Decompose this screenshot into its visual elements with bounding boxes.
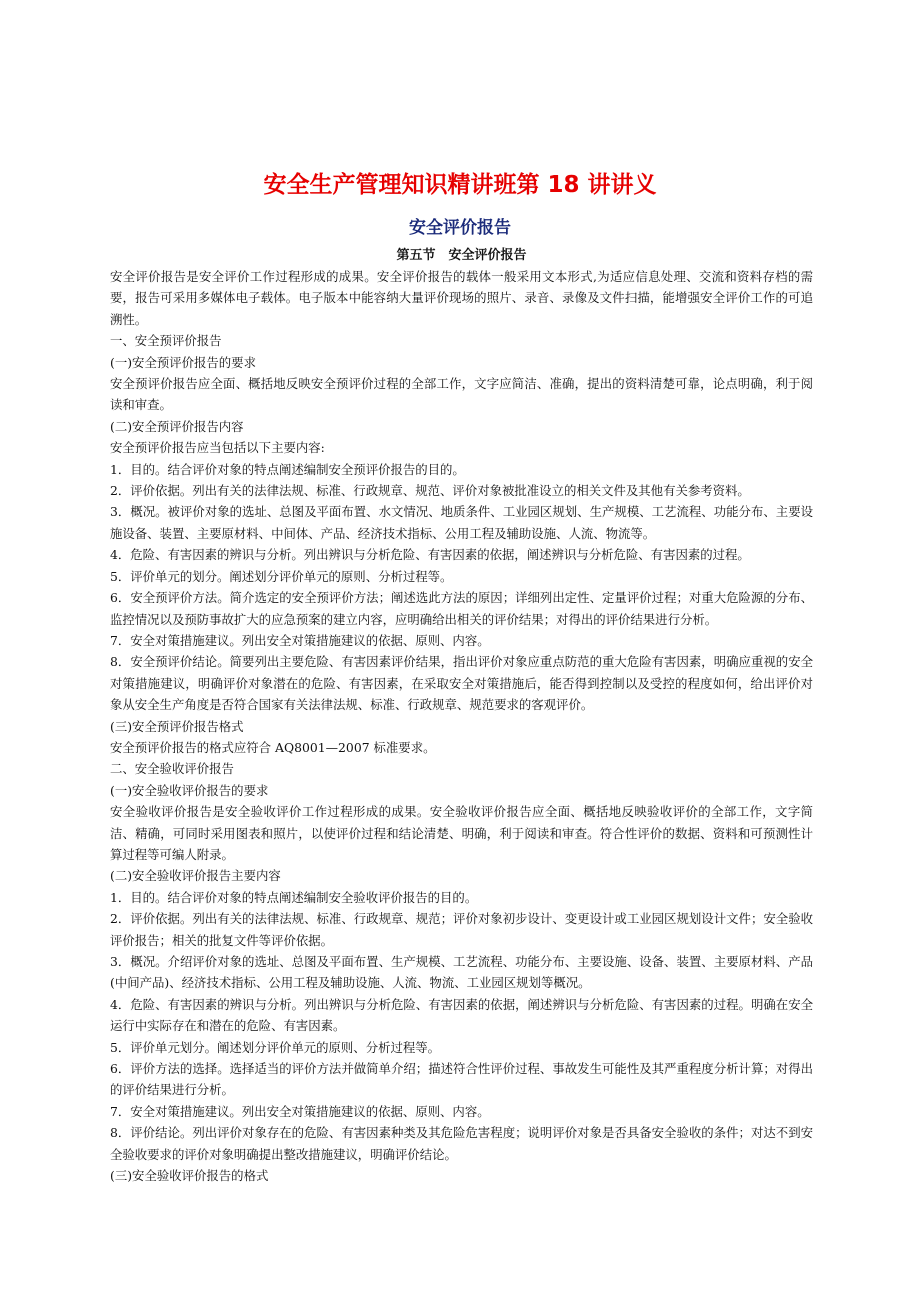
document-subtitle: 安全评价报告 <box>409 218 511 238</box>
document-title: 安全生产管理知识精讲班第 18 讲讲义 <box>263 172 657 198</box>
paragraph: 安全预评价报告应当包括以下主要内容: <box>110 440 325 456</box>
paragraph: (一)安全预评价报告的要求 <box>110 354 256 370</box>
paragraph: 安全预评价报告应全面、概括地反映安全预评价过程的全部工作，文字应简洁、准确，提出的资料清楚可靠，论点明确，利于阅读和审查。 <box>110 376 813 413</box>
paragraph: 7．安全对策措施建议。列出安全对策措施建议的依据、原则、内容。 <box>110 1103 490 1119</box>
paragraph: 7．安全对策措施建议。列出安全对策措施建议的依据、原则、内容。 <box>110 632 490 648</box>
paragraph: 1．目的。结合评价对象的特点阐述编制安全验收评价报告的目的。 <box>110 889 478 905</box>
paragraph: 2．评价依据。列出有关的法律法规、标准、行政规章、规范、评价对象被批准设立的相关文件及其他有关参考资料。 <box>110 483 750 499</box>
paragraph: 6．评价方法的选择。选择适当的评价方法并做简单介绍；描述符合性评价过程、事故发生可能性及其严重程度分析计算；对得出的评价结果进行分析。 <box>110 1061 813 1098</box>
paragraph: 安全验收评价报告是安全验收评价工作过程形成的成果。安全验收评价报告应全面、概括地反映验收评价的全部工作，文字简洁、精确，可同时采用图表和照片，以使评价过程和结论清楚、明确，利于阅读和审查。符合性评价的数据、资料和可预测性计算过程等可编人附录。 <box>110 804 813 862</box>
paragraph: 安全预评价报告的格式应符合 AQ8001—2007 标准要求。 <box>110 739 436 755</box>
paragraph: 二、安全验收评价报告 <box>110 761 234 777</box>
paragraph: (二)安全预评价报告内容 <box>110 418 244 434</box>
paragraph: 5．评价单元划分。阐述划分评价单元的原则、分析过程等。 <box>110 1039 441 1055</box>
paragraph: 2．评价依据。列出有关的法律法规、标准、行政规章、规范；评价对象初步设计、变更设计或工业园区规划设计文件；安全验收评价报告；相关的批复文件等评价依据。 <box>110 911 813 948</box>
paragraph: 6．安全预评价方法。简介选定的安全预评价方法；阐述选此方法的原因；详细列出定性、定量评价过程；对重大危险源的分布、监控情况以及预防事故扩大的应急预案的建立内容，应明确给出相关的评价结果；对得出的评价结果进行分析。 <box>110 590 813 627</box>
paragraph: 8．安全预评价结论。简要列出主要危险、有害因素评价结果，指出评价对象应重点防范的重大危险有害因素，明确应重视的安全对策措施建议，明确评价对象潜在的危险、有害因素，在采取安全对策措施后，能否得到控制以及受控的程度如何，给出评价对象从安全生产角度是否符合国家有关法律法规、标准、行政规章、规范要求的客观评价。 <box>110 654 813 713</box>
paragraph: (一)安全验收评价报告的要求 <box>110 782 269 798</box>
paragraph: 3．概况。介绍评价对象的选址、总图及平面布置、生产规模、工艺流程、功能分布、主要设施、设备、装置、主要原材料、产品(中间产品)、经济技术指标、公用工程及辅助设施、人流、物流、工业园区规划等概况。 <box>110 954 813 991</box>
document-body <box>110 246 813 1186</box>
paragraph: 4．危险、有害因素的辨识与分析。列出辨识与分析危险、有害因素的依据，阐述辨识与分析危险、有害因素的过程。明确在安全运行中实际存在和潜在的危险、有害因素。 <box>110 996 813 1034</box>
paragraph: 1．目的。结合评价对象的特点阐述编制安全预评价报告的目的。 <box>110 461 465 477</box>
paragraph: (三)安全预评价报告格式 <box>110 718 244 734</box>
paragraph: 安全评价报告是安全评价工作过程形成的成果。安全评价报告的载体一般采用文本形式,为适应信息处理、交流和资料存档的需要，报告可采用多媒体电子载体。电子版本中能容纳大量评价现场的照片、录音、录像及文件扫描，能增强安全评价工作的可追溯性。 <box>110 269 813 327</box>
paragraph: (二)安全验收评价报告主要内容 <box>110 868 281 884</box>
paragraph: (三)安全验收评价报告的格式 <box>110 1168 269 1184</box>
paragraph: 4．危险、有害因素的辨识与分析。列出辨识与分析危险、有害因素的依据，阐述辨识与分析危险、有害因素的过程。 <box>110 547 750 563</box>
section-heading: 第五节 安全评价报告 <box>396 248 527 263</box>
paragraph: 3．概况。被评价对象的选址、总图及平面布置、水文情况、地质条件、工业园区规划、生产规模、工艺流程、功能分布、主要设施设备、装置、主要原材料、中间体、产品、经济技术指标、公用工程及辅助设施、人流、物流等。 <box>110 504 813 541</box>
paragraph: 5．评价单元的划分。阐述划分评价单元的原则、分析过程等。 <box>110 568 453 584</box>
paragraph: 一、安全预评价报告 <box>110 333 222 349</box>
paragraph: 8．评价结论。列出评价对象存在的危险、有害因素种类及其危险危害程度；说明评价对象是否具备安全验收的条件；对达不到安全验收要求的评价对象明确提出整改措施建议，明确评价结论。 <box>110 1125 813 1162</box>
